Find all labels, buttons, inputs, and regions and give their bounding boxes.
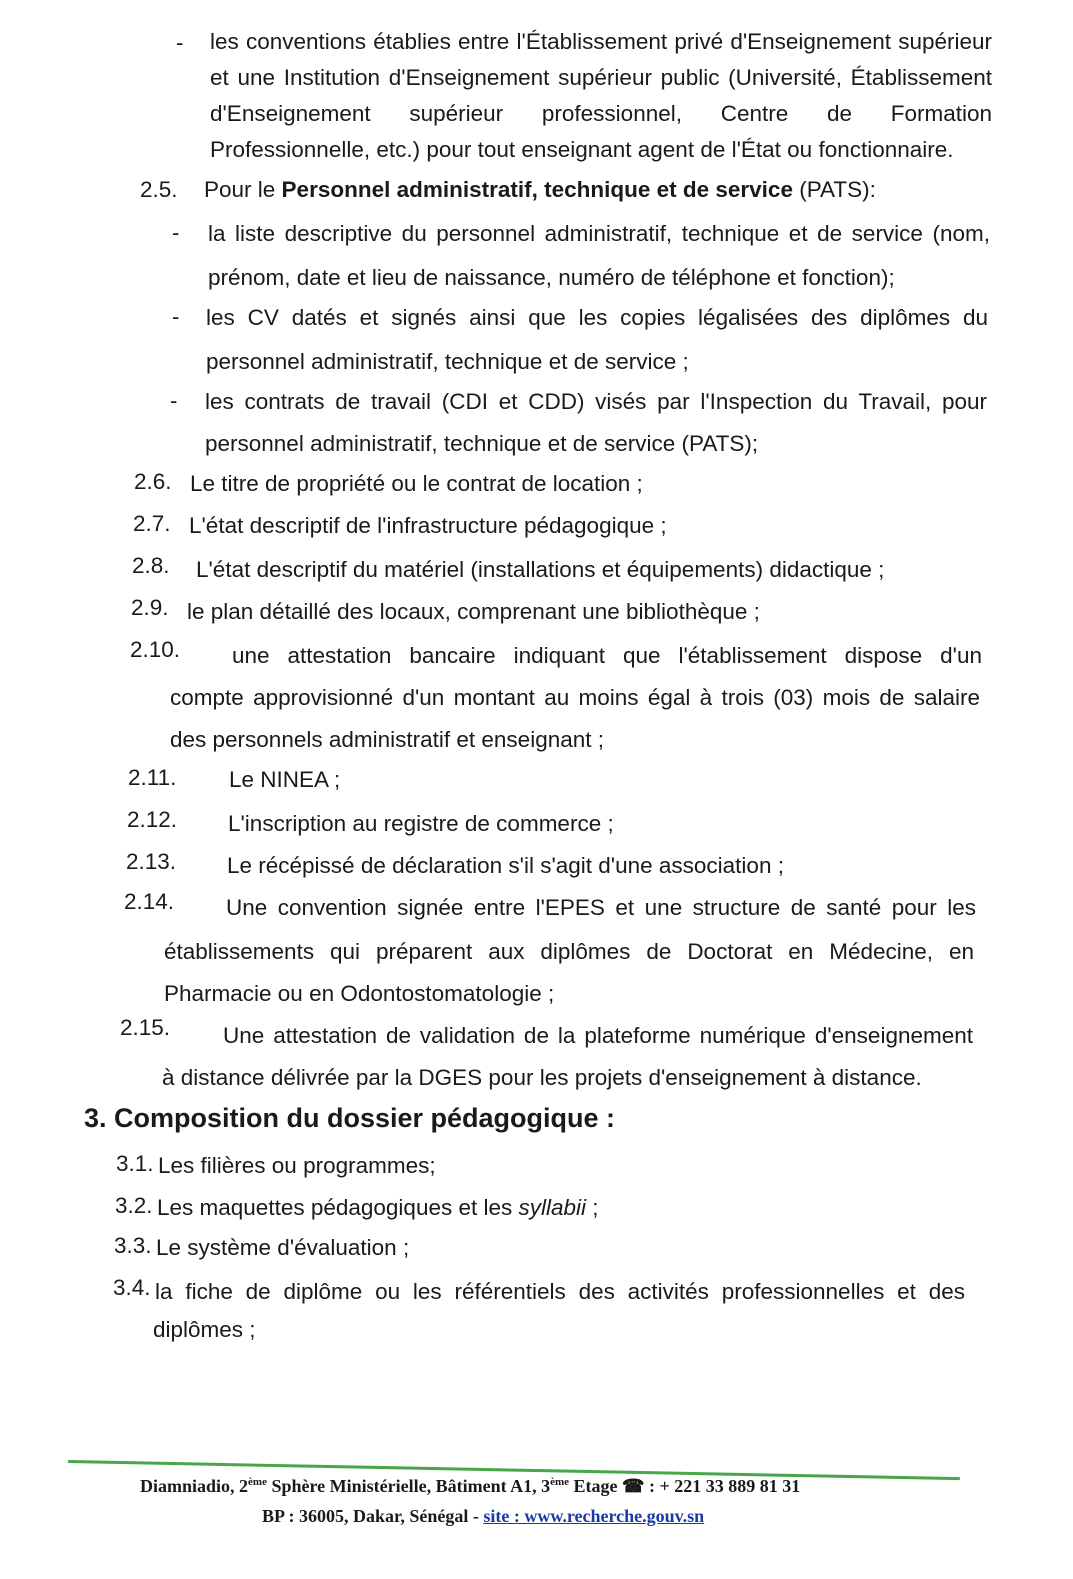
item-2-10-line-1: une attestation bancaire indiquant que l'établissement dispose d'un [232,643,982,668]
bullet-dash: - [170,388,178,413]
item-3-4-line-2: diplômes ; [153,1317,256,1342]
item-2-10-line-3: des personnels administratif et enseignant ; [170,727,605,752]
item-number-3-3: 3.3. [114,1233,152,1258]
section-3-heading: 3. Composition du dossier pédagogique : [84,1103,616,1133]
intro-line-4: Professionnelle, etc.) pour tout enseignant agent de l'État ou fonctionnaire. [210,137,954,162]
pats-bullet-3-line-1: les contrats de travail (CDI et CDD) visés par l'Inspection du Travail, pour [205,389,987,414]
bullet-dash: - [176,30,184,55]
intro-line-1: les conventions établies entre l'Établissement privé d'Enseignement supérieur [210,29,992,54]
item-3-2-pre: Les maquettes pédagogiques et les [157,1195,519,1220]
pats-bullet-2-line-2: personnel administratif, technique et de service ; [206,349,689,374]
intro-line-2: et une Institution d'Enseignement supérieur public (Université, Établissement [210,65,992,90]
item-2-12-text: L'inscription au registre de commerce ; [228,811,614,836]
item-number-3-1: 3.1. [116,1151,154,1176]
intro-line-3: d'Enseignement supérieur professionnel, Centre de Formation [210,101,992,126]
item-2-14-line-2: établissements qui préparent aux diplômes de Doctorat en Médecine, en [164,939,974,964]
item-number-2-15: 2.15. [120,1015,171,1040]
footer-l1-c: Etage ☎ : + 221 33 889 81 31 [569,1476,801,1496]
item-3-2-text [157,1194,599,1221]
item-3-2-post: ; [586,1195,599,1220]
footer-l2-a: BP : 36005, Dakar, Sénégal - [262,1506,484,1526]
item-2-14-line-1: Une convention signée entre l'EPES et une structure de santé pour les [226,895,976,920]
item-2-13-text: Le récépissé de déclaration s'il s'agit d'une association ; [227,853,784,878]
item-number-2-5: 2.5. [140,177,178,202]
item-2-5-heading [204,176,876,203]
footer-bp-line [262,1506,704,1527]
item-number-2-10: 2.10. [130,637,181,662]
item-2-8-text: L'état descriptif du matériel (installations et équipements) didactique ; [196,557,885,582]
item-number-3-4: 3.4. [113,1275,151,1300]
item-number-2-11: 2.11. [128,765,177,790]
item-2-7-text: L'état descriptif de l'infrastructure pédagogique ; [189,513,667,538]
item-number-3-2: 3.2. [115,1193,153,1218]
footer-address-line [140,1476,800,1497]
pats-bullet-2-line-1: les CV datés et signés ainsi que les copies légalisées des diplômes du [206,305,988,330]
item-3-4-line-1: la fiche de diplôme ou les référentiels des activités professionnelles et des [155,1279,965,1304]
footer-sup-1: ème [248,1476,267,1488]
item-number-2-8: 2.8. [132,553,170,578]
item-number-2-12: 2.12. [127,807,178,832]
item-2-9-text: le plan détaillé des locaux, comprenant une bibliothèque ; [187,599,760,624]
item-3-3-text: Le système d'évaluation ; [156,1235,410,1260]
pats-bullet-1-line-2: prénom, date et lieu de naissance, numéro de téléphone et fonction); [208,265,895,290]
footer-site-link[interactable]: site : www.recherche.gouv.sn [483,1506,705,1526]
footer-l1-a: Diamniadio, 2 [140,1476,249,1496]
item-2-5-post: (PATS): [792,177,876,202]
item-2-14-line-3: Pharmacie ou en Odontostomatologie ; [164,981,555,1006]
item-2-5-pre: Pour le [204,177,282,202]
item-number-2-14: 2.14. [124,889,175,914]
footer-l1-b: Sphère Ministérielle, Bâtiment A1, 3 [266,1476,551,1496]
bullet-dash: - [172,220,180,245]
item-number-2-9: 2.9. [131,595,169,620]
item-number-2-13: 2.13. [126,849,177,874]
item-2-6-text: Le titre de propriété ou le contrat de location ; [190,471,643,496]
item-3-1-text: Les filières ou programmes; [158,1153,436,1178]
item-3-2-italic: syllabii [518,1195,587,1220]
pats-bullet-3-line-2: personnel administratif, technique et de service (PATS); [205,431,759,456]
item-2-15-line-1: Une attestation de validation de la plateforme numérique d'enseignement [223,1023,973,1048]
item-2-10-line-2: compte approvisionné d'un montant au moins égal à trois (03) mois de salaire [170,685,980,710]
footer-sup-2: ème [550,1476,570,1488]
item-number-2-7: 2.7. [133,511,171,536]
bullet-dash: - [172,304,180,329]
item-2-5-bold: Personnel administratif, technique et de service [281,177,793,202]
pats-bullet-1-line-1: la liste descriptive du personnel administratif, technique et de service (nom, [208,221,990,246]
item-2-11-text: Le NINEA ; [229,767,341,792]
item-number-2-6: 2.6. [134,469,172,494]
item-2-15-line-2: à distance délivrée par la DGES pour les projets d'enseignement à distance. [162,1065,922,1090]
